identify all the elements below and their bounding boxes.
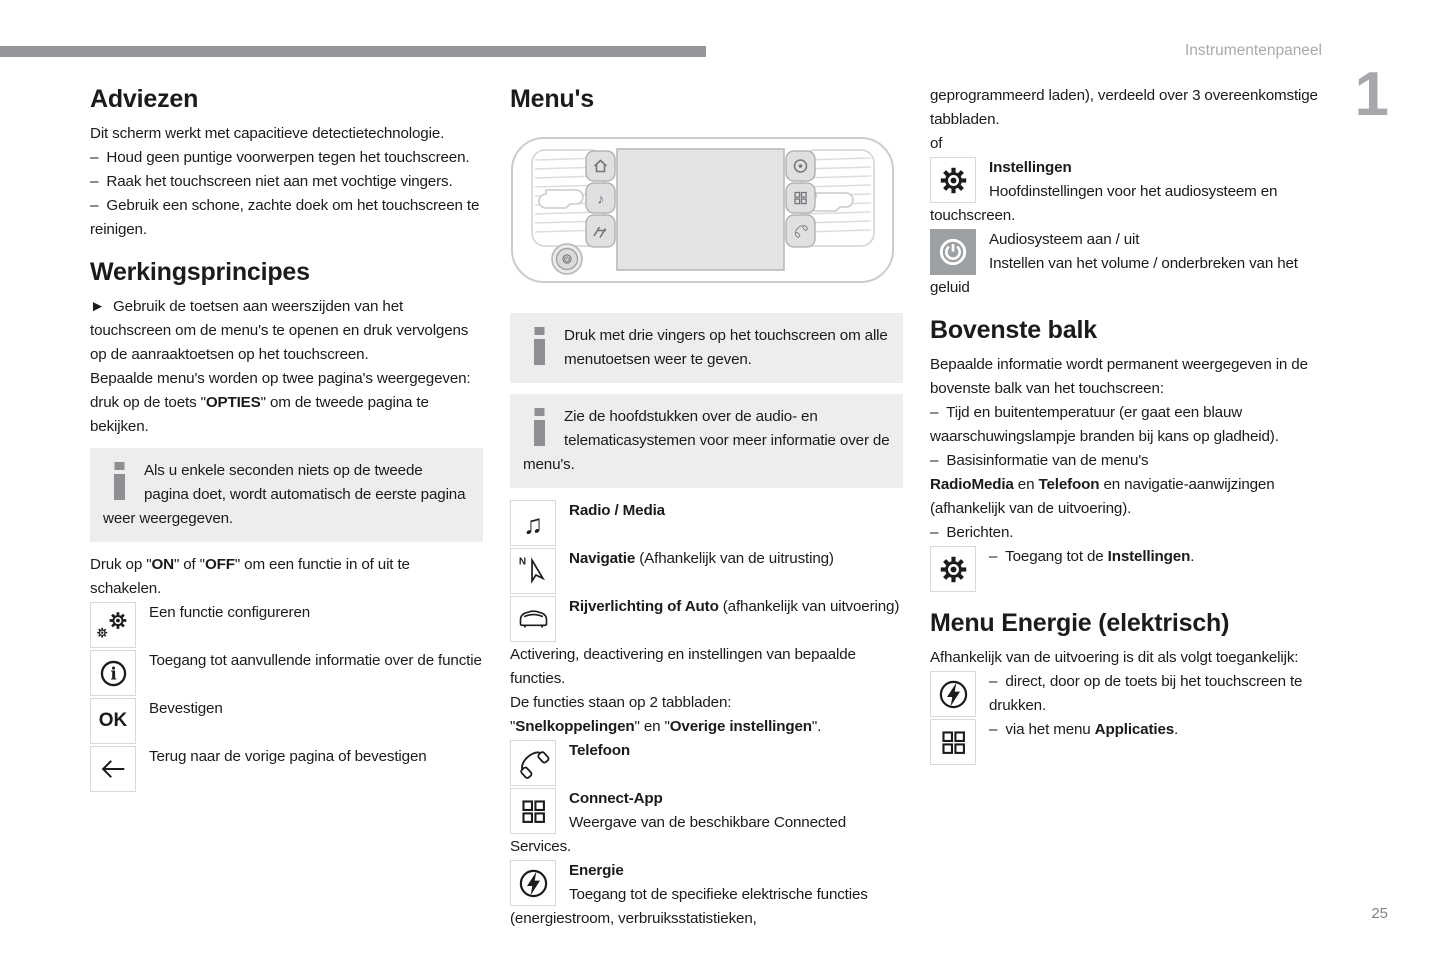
car-icon <box>510 596 556 642</box>
info-note-box <box>510 394 903 488</box>
info-note-box <box>510 313 903 383</box>
paragraph <box>510 715 903 739</box>
back-arrow-icon <box>90 746 136 792</box>
key-row <box>90 649 483 684</box>
menu-row-desc: (afhankelijk van uitvoering) <box>718 598 900 615</box>
text-segment-bold: ON <box>151 556 174 573</box>
bullet-line: – Houd geen puntige voorwerpen tegen het touchscreen. <box>90 149 470 166</box>
illus-power-knob <box>552 244 582 274</box>
music-note-icon <box>510 500 556 546</box>
menu-row-title: Radio / Media <box>569 502 665 519</box>
menu-row-desc: Hoofdinstellingen voor het audiosysteem en touchscreen. <box>930 183 1278 224</box>
menu-row-desc: Toegang tot de specifieke elektrische functies (energiestroom, verbruiksstatistieken, <box>510 886 868 927</box>
phone-icon <box>510 740 556 786</box>
chapter-number-tab: 1 <box>1354 60 1389 129</box>
text-segment: ". <box>811 718 822 735</box>
bullet-line: – Tijd en buitentemperatuur (er gaat een blauw waarschuwingslampje branden bij kans op gladheid). <box>930 404 1279 445</box>
menu-row <box>510 859 903 931</box>
right-button-strip <box>786 151 815 247</box>
menu-row-desc: Weergave van de beschikbare Connected Services. <box>510 814 847 855</box>
energy-icon <box>510 860 556 906</box>
paragraph: of <box>930 135 943 152</box>
key-row <box>90 745 483 769</box>
text-segment-bold: OFF <box>204 556 235 573</box>
text-segment: en <box>1013 476 1039 493</box>
text-segment: Bepaalde menu's worden op twee pagina's weergegeven: druk op de toets " <box>90 370 471 411</box>
touchscreen <box>617 149 784 270</box>
text-segment-bold: Instellingen <box>1107 548 1191 565</box>
illus-music-button-icon: ♪ <box>597 190 604 207</box>
key-row-label: Bevestigen <box>149 700 223 717</box>
text-segment: " om de tweede pagina te bekijken. <box>90 394 429 435</box>
left-button-strip <box>586 151 615 247</box>
menu-row <box>930 718 1323 742</box>
paragraph: De functies staan op 2 tabbladen: <box>510 694 732 711</box>
dashboard-illustration <box>510 135 896 286</box>
menu-row <box>510 499 903 540</box>
paragraph: Afhankelijk van de uitvoering is dit als volgt toegankelijk: <box>930 649 1299 666</box>
energy-icon <box>930 671 976 717</box>
info-note-icon <box>112 462 127 500</box>
menu-row-line: Instellen van het volume / onderbreken van het geluid <box>930 255 1298 296</box>
text-segment: – via het menu <box>989 721 1095 738</box>
power-icon <box>930 229 976 275</box>
text-segment-bold: Telefoon <box>1038 476 1100 493</box>
menu-row-title: Instellingen <box>989 159 1072 176</box>
navigation-icon <box>510 548 556 594</box>
text-segment: Druk op " <box>90 556 152 573</box>
gear-icon <box>930 157 976 203</box>
menu-row-title: Rijverlichting of Auto <box>569 598 719 615</box>
menu-row <box>510 787 903 859</box>
text-segment-bold: Snelkoppelingen <box>515 718 635 735</box>
menu-row-title: Connect-App <box>569 790 663 807</box>
header-rule-bar <box>0 46 706 57</box>
heading-menu-energie: Menu Energie (elektrisch) <box>930 609 1230 637</box>
menu-row <box>930 156 1323 228</box>
text-segment: . <box>1190 548 1195 565</box>
bullet-line: – Berichten. <box>930 524 1014 541</box>
menu-row <box>930 545 1323 569</box>
key-row <box>90 697 483 731</box>
menu-row-title: Navigatie <box>569 550 636 567</box>
info-note-icon <box>532 408 547 446</box>
info-circle-icon <box>90 650 136 696</box>
menu-row <box>510 739 903 763</box>
heading-werkingsprincipes: Werkingsprincipes <box>90 258 310 286</box>
key-row <box>90 601 483 625</box>
text-segment-bold: OPTIES <box>205 394 261 411</box>
menu-row <box>510 547 903 571</box>
menu-row-title: Telefoon <box>569 742 630 759</box>
column-middle <box>510 84 903 931</box>
bullet-line: – Gebruik een schone, zachte doek om het touchscreen te reinigen. <box>90 197 480 238</box>
key-row-label: Terug naar de vorige pagina of bevestigen <box>149 748 427 765</box>
paragraph: ► Gebruik de toetsen aan weerszijden van het touchscreen om de menu's te openen en druk vervolgens op de aanraaktoetsen op het touchscreen. <box>90 298 469 363</box>
info-note-box <box>90 448 483 542</box>
paragraph: Dit scherm werkt met capacitieve detectietechnologie. <box>90 125 445 142</box>
ok-icon: OK <box>90 698 136 744</box>
menu-row-title: Energie <box>569 862 624 879</box>
svg-text:i: i <box>109 663 117 684</box>
text-segment: . <box>1174 721 1179 738</box>
text-segment: " en " <box>634 718 670 735</box>
menu-row <box>930 228 1323 300</box>
menu-row-desc: (Afhankelijk van de uitrusting) <box>635 550 834 567</box>
text-segment-bold: Overige instellingen <box>669 718 812 735</box>
bullet-line: – Raak het touchscreen niet aan met vochtige vingers. <box>90 173 453 190</box>
menu-row-line: – direct, door op de toets bij het touchscreen te drukken. <box>989 673 1303 714</box>
key-row-label: Toegang tot aanvullende informatie over de functie <box>149 652 482 669</box>
grid-icon <box>930 719 976 765</box>
paragraph <box>90 367 483 439</box>
paragraph: Bepaalde informatie wordt permanent weergegeven in de bovenste balk van het touchscreen: <box>930 356 1308 397</box>
running-header: Instrumentenpaneel <box>1184 42 1322 59</box>
note-text: Als u enkele seconden niets op de tweede pagina doet, wordt automatisch de eerste pagina weer weergegeven. <box>103 462 466 527</box>
page-number: 25 <box>1371 905 1388 922</box>
svg-text:N: N <box>518 556 526 568</box>
text-segment-bold: Applicaties <box>1094 721 1175 738</box>
column-right <box>930 84 1323 766</box>
text-segment: " of " <box>173 556 205 573</box>
heading-bovenste-balk: Bovenste balk <box>930 316 1097 344</box>
paragraph <box>90 553 483 601</box>
text-segment: – Toegang tot de <box>989 548 1108 565</box>
heading-menus: Menu's <box>510 85 594 113</box>
note-text: Druk met drie vingers op het touchscreen om alle menutoetsen weer te geven. <box>564 327 888 368</box>
bullet-line <box>930 449 1323 521</box>
paragraph: geprogrammeerd laden), verdeeld over 3 overeenkomstige tabbladen. <box>930 87 1318 128</box>
text-segment: " <box>510 718 516 735</box>
gear-icon <box>930 546 976 592</box>
key-row-label: Een functie configureren <box>149 604 311 621</box>
text-segment: en navigatie-aanwijzingen (afhankelijk van de uitvoering). <box>930 476 1275 517</box>
heading-adviezen: Adviezen <box>90 85 199 113</box>
menu-row-line: Audiosysteem aan / uit <box>989 231 1140 248</box>
text-segment: – Basisinformatie van de menu's <box>930 452 1149 469</box>
configure-gears-icon <box>90 602 136 648</box>
text-segment: " om een functie in of uit te schakelen. <box>90 556 410 597</box>
column-left <box>90 84 483 793</box>
note-text: Zie de hoofdstukken over de audio- en telematicasystemen voor meer informatie over de menu's. <box>523 408 890 473</box>
paragraph: Activering, deactivering en instellingen van bepaalde functies. <box>510 646 856 687</box>
info-note-icon <box>532 327 547 365</box>
text-segment-bold: RadioMedia <box>930 476 1014 493</box>
svg-text:♫: ♫ <box>522 509 544 540</box>
menu-row <box>930 670 1323 718</box>
grid-icon <box>510 788 556 834</box>
menu-row <box>510 595 903 619</box>
